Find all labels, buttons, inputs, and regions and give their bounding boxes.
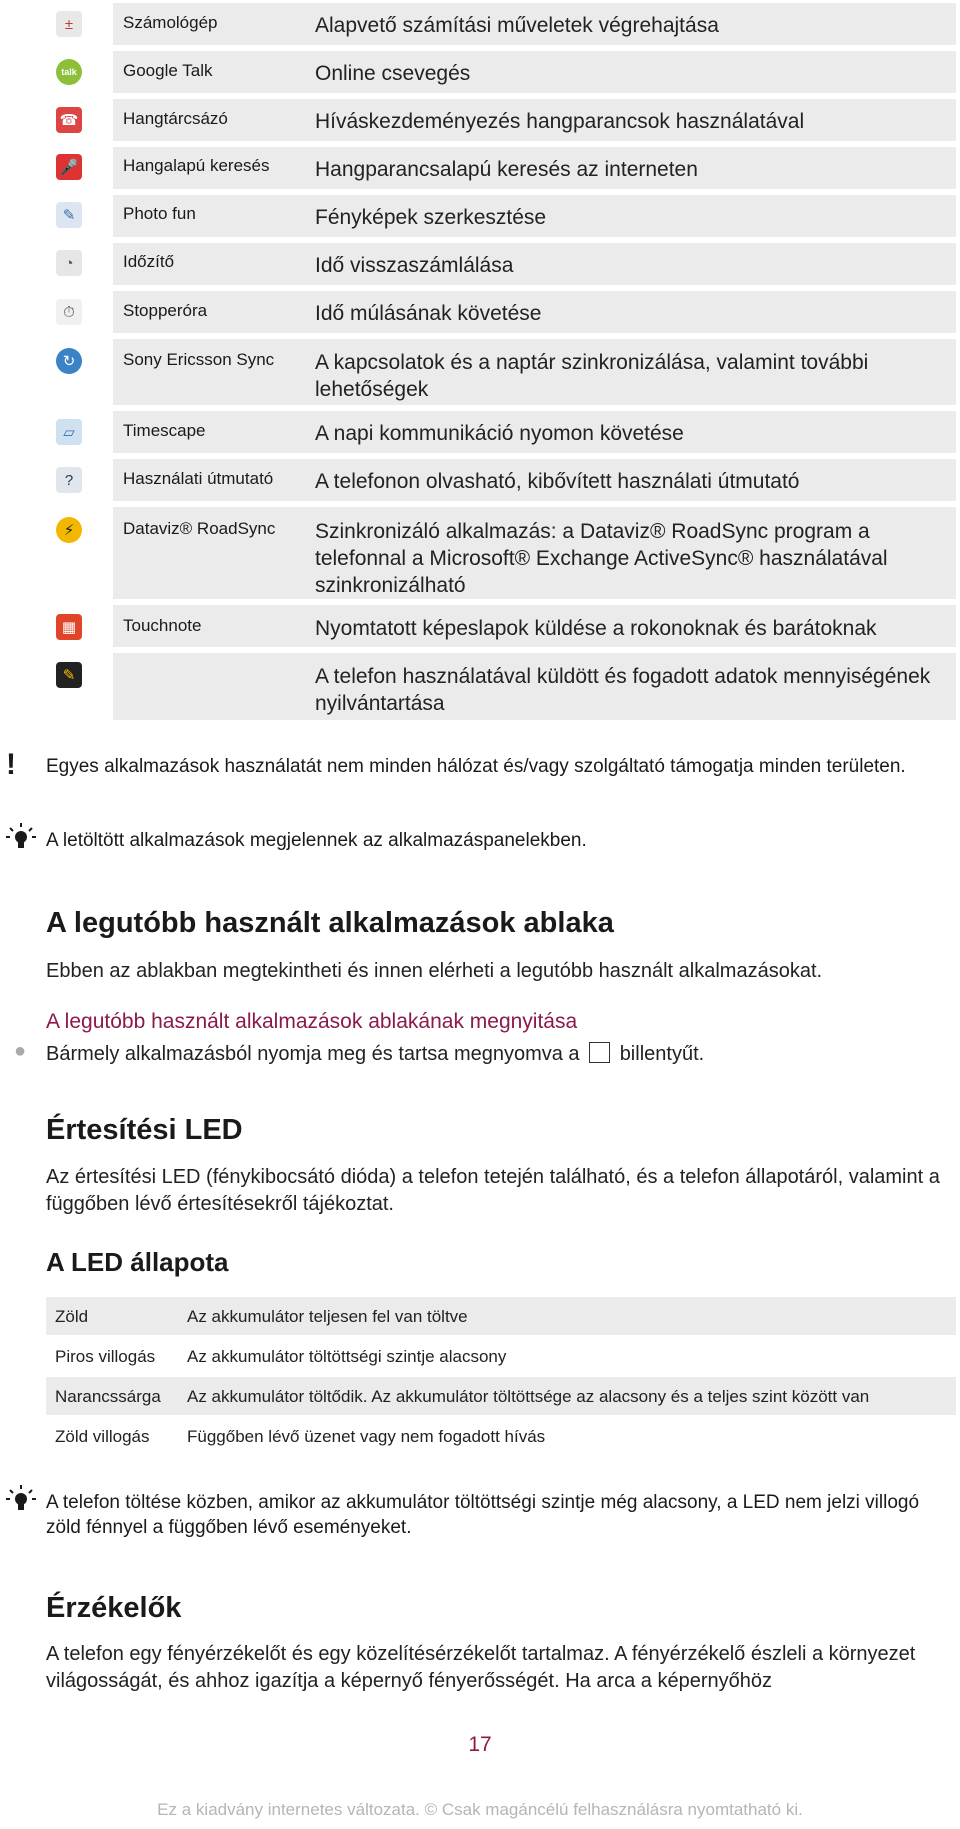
photo-fun-icon: ✎ <box>56 202 82 228</box>
voice-dialer-icon: ☎ <box>56 107 82 133</box>
recent-apps-intro: Ebben az ablakban megtekintheti és innen elérheti a legutóbb használt alkalmazásokat. <box>46 960 823 982</box>
app-description: A napi kommunikáció nyomon követése <box>315 422 684 445</box>
bullet-dot: ● <box>14 1040 27 1062</box>
led-state: Piros villogás <box>55 1347 156 1366</box>
app-row <box>0 408 960 456</box>
led-table-row <box>46 1297 956 1335</box>
led-description: Függőben lévő üzenet vagy nem fogadott hívás <box>187 1427 546 1446</box>
led-table-heading: A LED állapota <box>46 1247 229 1277</box>
lightbulb-icon <box>6 1484 36 1521</box>
exclamation-icon: ! <box>6 748 16 781</box>
tip-text: A letöltött alkalmazások megjelennek az alkalmazáspanelekben. <box>46 830 587 851</box>
app-name: Dataviz® RoadSync <box>123 519 276 538</box>
led-table-row <box>46 1377 956 1415</box>
led-heading: Értesítési LED <box>46 1114 243 1146</box>
roadsync-icon: ⚡ <box>56 517 82 543</box>
app-row <box>0 96 960 144</box>
talk-icon: talk <box>56 59 82 85</box>
led-state: Narancssárga <box>55 1387 161 1406</box>
led-tip-text: A telefon töltése közben, amikor az akkumulátor töltöttségi szintje még alacsony, a LED nem jelzi villogó zöld fénnyel a függőben lévő eseményeket. <box>46 1492 920 1538</box>
led-table-row <box>46 1337 956 1375</box>
app-description: Nyomtatott képeslapok küldése a rokonoknak és barátoknak <box>315 617 877 640</box>
sync-icon: ↻ <box>56 348 82 374</box>
app-description: Alapvető számítási műveletek végrehajtása <box>315 14 719 37</box>
led-state: Zöld <box>55 1307 89 1326</box>
help-icon: ? <box>56 467 82 493</box>
led-description: Az akkumulátor töltődik. Az akkumulátor töltöttsége az alacsony és a teljes szint között van <box>187 1387 870 1406</box>
lightbulb-icon <box>6 822 36 859</box>
led-description: Az akkumulátor teljesen fel van töltve <box>187 1307 468 1326</box>
app-name: Hangtárcsázó <box>123 109 228 128</box>
app-name: Photo fun <box>123 204 196 223</box>
app-description: Idő visszaszámlálása <box>315 254 514 277</box>
warning-text: Egyes alkalmazások használatát nem minden hálózat és/vagy szolgáltató támogatja minden területen. <box>46 756 906 777</box>
sensors-heading: Érzékelők <box>46 1592 182 1624</box>
app-row <box>0 504 960 602</box>
app-name: Számológép <box>123 13 218 32</box>
app-row <box>0 240 960 288</box>
app-row <box>0 336 960 408</box>
led-intro: Az értesítési LED (fénykibocsátó dióda) a telefon tetején található, és a telefon állapotáról, valamint a függőben lévő értesítésekről tájékoztat. <box>46 1166 940 1215</box>
app-name: Használati útmutató <box>123 469 274 488</box>
recent-apps-subheading: A legutóbb használt alkalmazások ablakának megnyitása <box>46 1010 578 1033</box>
app-row <box>0 602 960 650</box>
app-description: A kapcsolatok és a naptár szinkronizálása, valamint további lehetőségek <box>315 351 869 401</box>
app-row <box>0 456 960 504</box>
recent-apps-heading: A legutóbb használt alkalmazások ablaka <box>46 907 614 939</box>
app-description: Híváskezdeményezés hangparancsok használatával <box>315 110 805 133</box>
touchnote-icon: ▦ <box>56 614 82 640</box>
footer-note: Ez a kiadvány internetes változata. © Csak magáncélú felhasználásra nyomtatható ki. <box>157 1800 803 1819</box>
led-description: Az akkumulátor töltöttségi szintje alacsony <box>187 1347 507 1366</box>
app-name: Hangalapú keresés <box>123 156 270 175</box>
app-description: Idő múlásának követése <box>315 302 542 325</box>
app-description: Hangparancsalapú keresés az interneten <box>315 158 698 181</box>
app-name: Stopperóra <box>123 301 208 320</box>
stopwatch-icon: ⏱ <box>56 299 82 325</box>
app-name: Touchnote <box>123 616 202 635</box>
app-name: Időzítő <box>123 252 175 271</box>
app-row <box>0 192 960 240</box>
sensors-text: A telefon egy fényérzékelőt és egy közelítésérzékelőt tartalmaz. A fényérzékelő észleli a környezet világosságát, és ahhoz igazítja a képernyő fényerősségét. Ha arca a képernyőhöz <box>46 1643 916 1692</box>
app-description: Szinkronizáló alkalmazás: a Dataviz® RoadSync program a telefonnal a Microsoft® Exchange ActiveSync® használatával szinkronizálható <box>315 520 888 597</box>
timescape-icon: ▱ <box>56 419 82 445</box>
app-row <box>0 48 960 96</box>
timer-icon: ◔ <box>56 250 82 276</box>
app-name: Google Talk <box>123 61 213 80</box>
app-name: Timescape <box>123 421 206 440</box>
led-table-row <box>46 1417 956 1455</box>
app-description: Fényképek szerkesztése <box>315 206 547 229</box>
app-description: A telefonon olvasható, kibővített használati útmutató <box>315 470 800 493</box>
step-text-after: billentyűt. <box>619 1043 705 1065</box>
recent-apps-key-icon <box>589 1042 610 1063</box>
calculator-icon: ± <box>56 11 82 37</box>
app-row <box>0 288 960 336</box>
recent-apps-step <box>46 1041 956 1068</box>
app-row <box>0 0 960 48</box>
app-description: Online csevegés <box>315 62 471 85</box>
app-row <box>0 144 960 192</box>
led-state: Zöld villogás <box>55 1427 150 1446</box>
app-name: Sony Ericsson Sync <box>123 350 275 369</box>
app-row <box>0 650 960 723</box>
app-description: A telefon használatával küldött és fogadott adatok mennyiségének nyilvántartása <box>315 665 931 715</box>
data-counter-icon: ✎ <box>56 662 82 688</box>
step-text-before: Bármely alkalmazásból nyomja meg és tartsa megnyomva a <box>46 1043 580 1065</box>
voice-search-icon: 🎤 <box>56 154 82 180</box>
page-number: 17 <box>468 1733 492 1756</box>
